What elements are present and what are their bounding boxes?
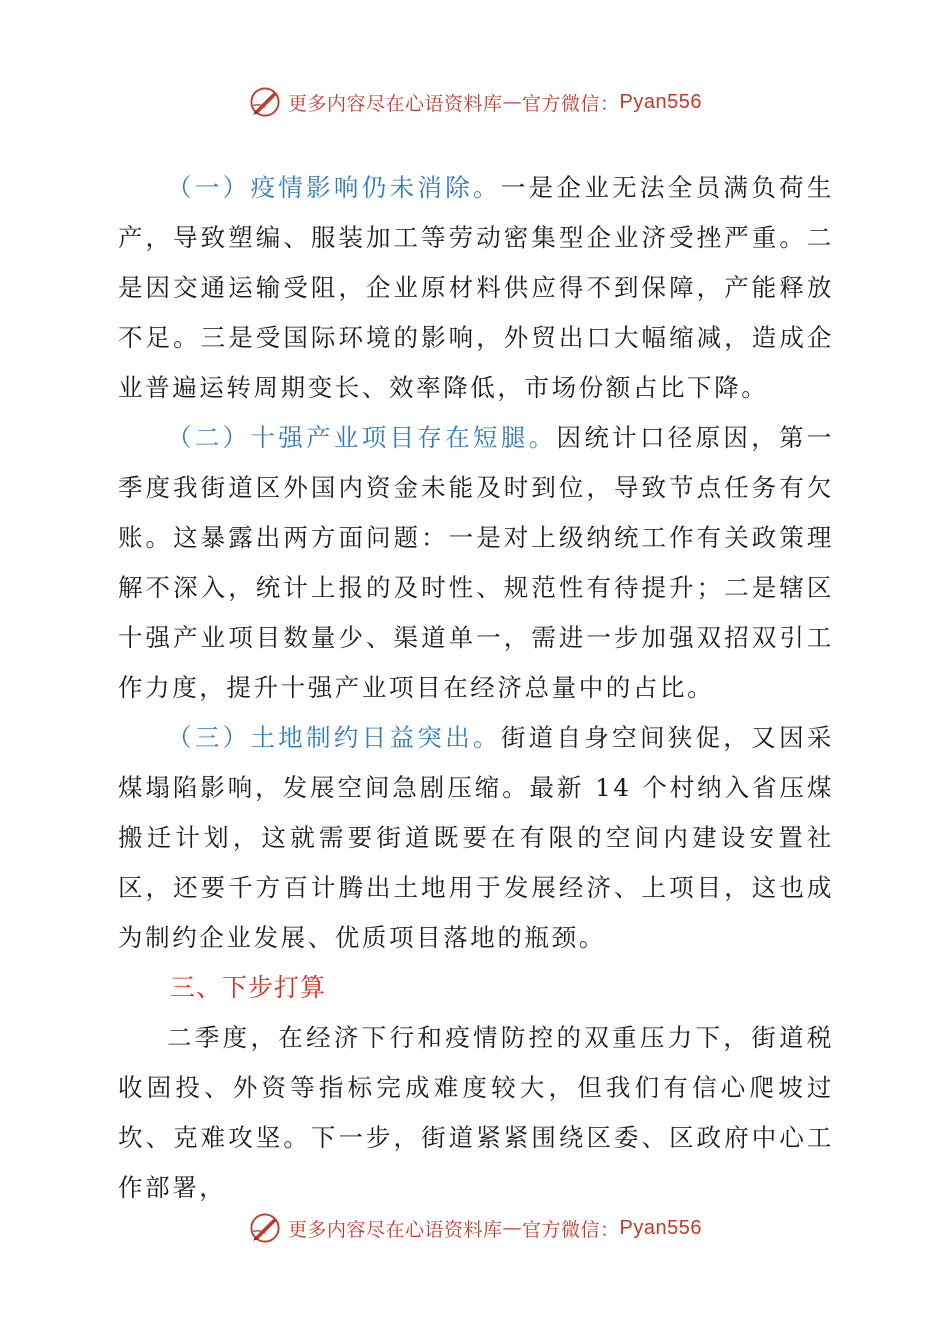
footer-banner-wechat-id: Pyan556: [619, 1216, 702, 1239]
pen-logo-icon: [248, 85, 282, 119]
banner-text: 更多内容尽在心语资料库: [288, 92, 503, 115]
section-title: 三、下步打算: [170, 973, 327, 1002]
paragraph-3: [118, 713, 834, 963]
paragraph-2-text: 因统计口径原因，第一季度我街道区外国内资金未能及时到位，导致节点任务有欠账。这暴露出两方面问题：一是对上级纳统工作有关政策理解不深入，统计上报的及时性、规范性有待提升；二是辖区十强产业项目数量少、渠道单一，需进一步加强双招双引工作力度，提升十强产业项目在经济总量中的占比。: [118, 423, 834, 702]
subheading-1: （一）疫情影响仍未消除。: [167, 173, 501, 202]
subheading-3: （三）土地制约日益突出。: [167, 723, 501, 752]
footer-banner-text: 更多内容尽在心语资料库: [288, 1218, 503, 1241]
banner-dash: —: [502, 91, 523, 113]
paragraph-2: [118, 413, 834, 713]
footer-banner-dash: —: [502, 1217, 523, 1239]
paragraph-1: [118, 163, 834, 413]
banner-wechat-id: Pyan556: [619, 90, 702, 113]
paragraph-3-text: 街道自身空间狭促，又因采煤塌陷影响，发展空间急剧压缩。最新 14 个村纳入省压煤搬迁计划，这就需要街道既要在有限的空间内建设安置社区，还要千方百计腾出土地用于发展经济、上项目，这也成为制约企业发展、优质项目落地的瓶颈。: [118, 723, 834, 952]
pen-logo-icon: [248, 1211, 282, 1245]
paragraph-1-text: 一是企业无法全员满负荷生产，导致塑编、服装加工等劳动密集型企业济受挫严重。二是因交通运输受阻，企业原材料供应得不到保障，产能释放不足。三是受国际环境的影响，外贸出口大幅缩减，造成企业普遍运转周期变长、效率降低，市场份额占比下降。: [118, 173, 834, 402]
header-banner: [0, 82, 950, 122]
footer-banner-wechat-label: 官方微信：: [522, 1218, 620, 1241]
subheading-2: （二）十强产业项目存在短腿。: [167, 423, 557, 452]
document-body: [118, 163, 834, 1213]
footer-banner: [0, 1208, 950, 1248]
banner-wechat-label: 官方微信：: [522, 92, 620, 115]
paragraph-4: 二季度，在经济下行和疫情防控的双重压力下，街道税收固投、外资等指标完成难度较大，但我们有信心爬坡过坎、克难攻坚。下一步，街道紧紧围绕区委、区政府中心工作部署，: [118, 1023, 834, 1202]
